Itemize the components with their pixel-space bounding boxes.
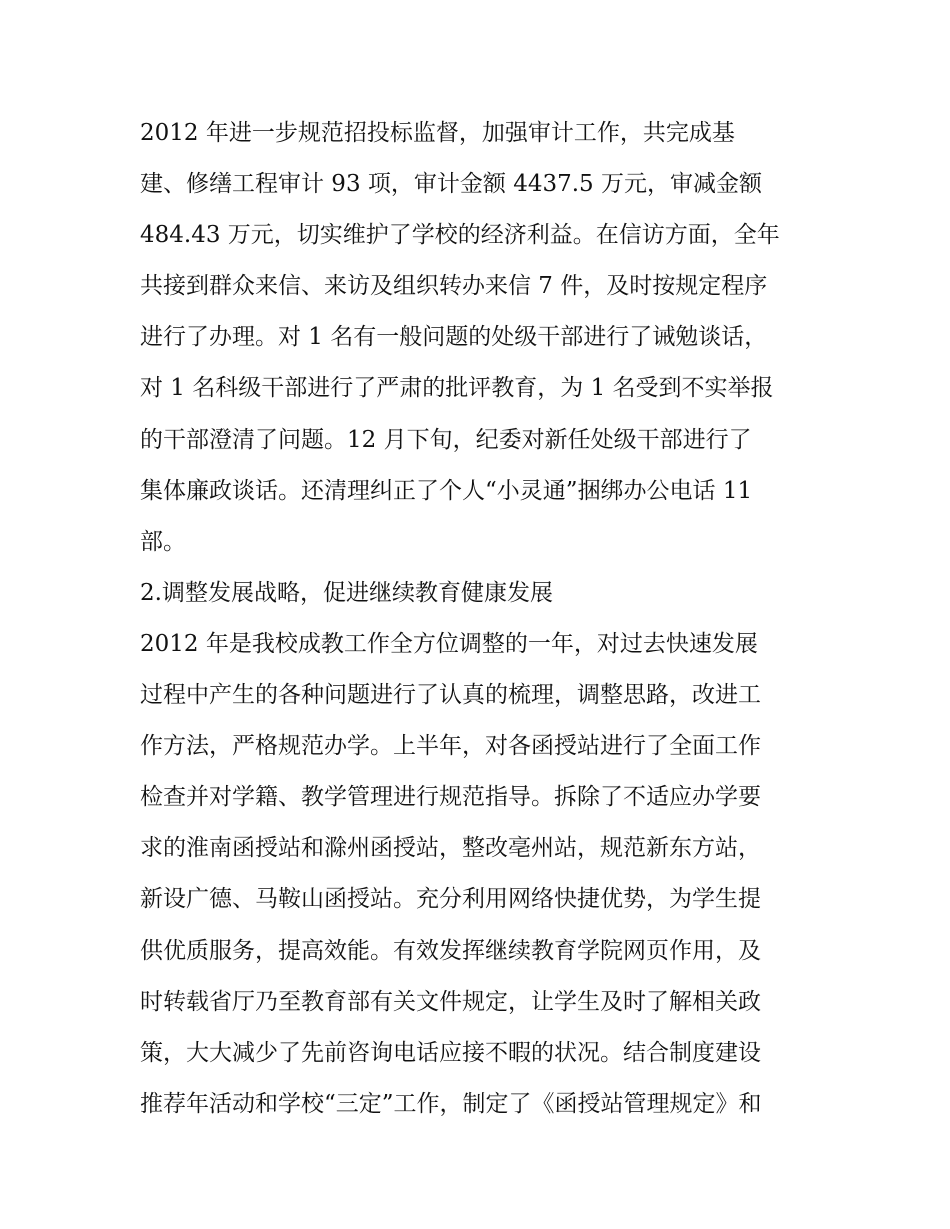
document-body [140, 108, 840, 1130]
text-line: 求的淮南函授站和滁州函授站，整改亳州站，规范新东方站， [140, 835, 761, 862]
text-line: 供优质服务，提高效能。有效发挥继续教育学院网页作用，及 [140, 937, 761, 964]
text-line: 484.43 万元，切实维护了学校的经济利益。在信访方面，全年 [140, 222, 780, 249]
text-line: 作方法，严格规范办学。上半年，对各函授站进行了全面工作 [140, 733, 761, 760]
text-line: 2012 年进一步规范招投标监督，加强审计工作，共完成基 [140, 120, 735, 146]
text-line: 建、修缮工程审计 93 项，审计金额 4437.5 万元，审减金额 [140, 171, 762, 198]
text-line: 新设广德、马鞍山函授站。充分利用网络快捷优势，为学生提 [140, 886, 761, 913]
text-line: 的干部澄清了问题。12 月下旬，纪委对新任处级干部进行了 [140, 426, 752, 453]
text-line: 集体廉政谈话。还清理纠正了个人“小灵通”捆绑办公电话 11 [140, 477, 753, 504]
text-line: 检查并对学籍、教学管理进行规范指导。拆除了不适应办学要 [140, 784, 761, 811]
text-line: 共接到群众来信、来访及组织转办来信 7 件，及时按规定程序 [140, 273, 768, 300]
text-line: 策，大大减少了先前咨询电话应接不暇的状况。结合制度建设 [140, 1039, 761, 1066]
section-heading: 2.调整发展战略，促进继续教育健康发展 [140, 579, 553, 606]
text-line: 部。 [140, 528, 186, 555]
text-line: 2012 年是我校成教工作全方位调整的一年，对过去快速发展 [140, 630, 758, 657]
text-line: 过程中产生的各种问题进行了认真的梳理，调整思路，改进工 [140, 682, 761, 709]
text-line: 对 1 名科级干部进行了严肃的批评教育，为 1 名受到不实举报 [140, 375, 774, 402]
text-line: 推荐年活动和学校“三定”工作，制定了《函授站管理规定》和 [140, 1090, 762, 1117]
text-line: 进行了办理。对 1 名有一般问题的处级干部进行了诫勉谈话， [140, 324, 768, 351]
text-line: 时转载省厅乃至教育部有关文件规定，让学生及时了解相关政 [140, 988, 761, 1015]
